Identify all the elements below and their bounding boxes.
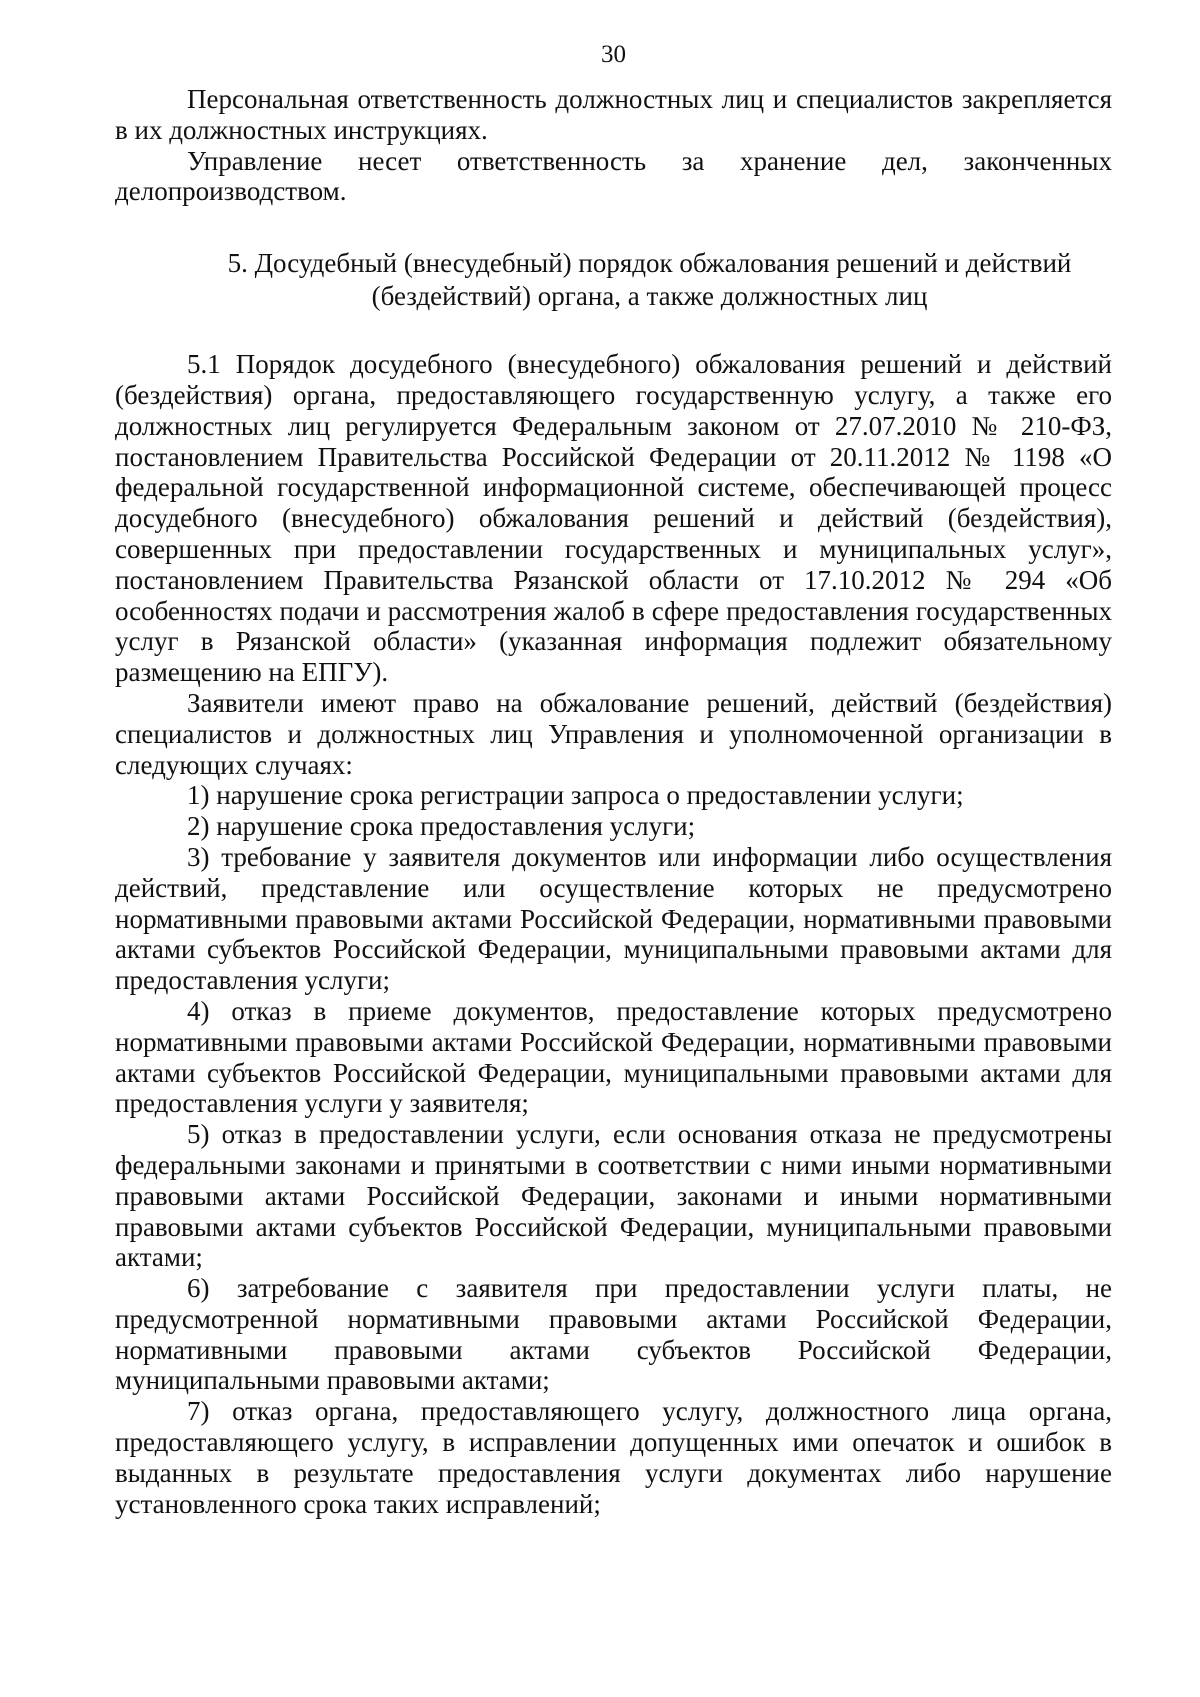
- list-item-6: 6) затребование с заявителя при предоставлении услуги платы, не предусмотренной нормативными правовыми актами Российской Федерации, нормативными правовыми актами субъектов Российской Федерации, муниципальными правовыми актами;: [115, 1273, 1112, 1396]
- section-heading-line-2: (бездействий) органа, а также должностных лиц: [371, 281, 928, 312]
- list-item-7: 7) отказ органа, предоставляющего услугу, должностного лица органа, предоставляющего услугу, в исправлении допущенных ими опечаток и ошибок в выданных в результате предоставления услуги документах либо нарушение установленного срока таких исправлений;: [115, 1396, 1112, 1519]
- paragraph-5-1-appeal-procedure: 5.1 Порядок досудебного (внесудебного) обжалования решений и действий (бездействия) органа, предоставляющего государственную услугу, а также его должностных лиц регулируется Федеральным законом от 27.07.2010 № 210-ФЗ, постановлением Правительства Российской Федерации от 20.11.2012 № 1198 «О федеральной государственной информационной системе, обеспечивающей процесс досудебного (внесудебного) обжалования решений и действий (бездействия), совершенных при предоставлении государственных и муниципальных услуг», постановлением Правительства Рязанской области от 17.10.2012 № 294 «Об особенностях подачи и рассмотрения жалоб в сфере предоставления государственных услуг в Рязанской области» (указанная информация подлежит обязательному размещению на ЕПГУ).: [115, 349, 1112, 688]
- list-item-5: 5) отказ в предоставлении услуги, если основания отказа не предусмотрены федеральными законами и принятыми в соответствии с ними иными нормативными правовыми актами Российской Федерации, законами и иными нормативными правовыми актами субъектов Российской Федерации, муниципальными правовыми актами;: [115, 1119, 1112, 1273]
- paragraph-archive-responsibility: Управление несет ответственность за хранение дел, законченных делопроизводством.: [115, 145, 1112, 207]
- document-page: [115, 40, 1112, 1519]
- section-heading-line-1: 5. Досудебный (внесудебный) порядок обжалования решений и действий: [227, 248, 1072, 279]
- page-number: 30: [601, 41, 626, 68]
- section-heading: [115, 247, 1112, 313]
- list-item-1: 1) нарушение срока регистрации запроса о предоставлении услуги;: [187, 780, 964, 811]
- list-item-2: 2) нарушение срока предоставления услуги;: [187, 811, 696, 842]
- list-item-4: 4) отказ в приеме документов, предоставление которых предусмотрено нормативными правовыми актами Российской Федерации, нормативными правовыми актами субъектов Российской Федерации, муниципальными правовыми актами для предоставления услуги у заявителя;: [115, 995, 1112, 1119]
- list-item-3: 3) требование у заявителя документов или информации либо осуществления действий, представление или осуществление которых не предусмотрено нормативными правовыми актами Российской Федерации, нормативными правовыми актами субъектов Российской Федерации, муниципальными правовыми актами для предоставления услуги;: [115, 841, 1112, 996]
- spacer: [115, 313, 1112, 349]
- spacer: [115, 207, 1112, 247]
- paragraph-applicants-rights: Заявители имеют право на обжалование решений, действий (бездействия) специалистов и должностных лиц Управления и уполномоченной организации в следующих случаях:: [115, 687, 1112, 780]
- paragraph-personal-responsibility: Персональная ответственность должностных лиц и специалистов закрепляется в их должностных инструкциях.: [115, 84, 1112, 145]
